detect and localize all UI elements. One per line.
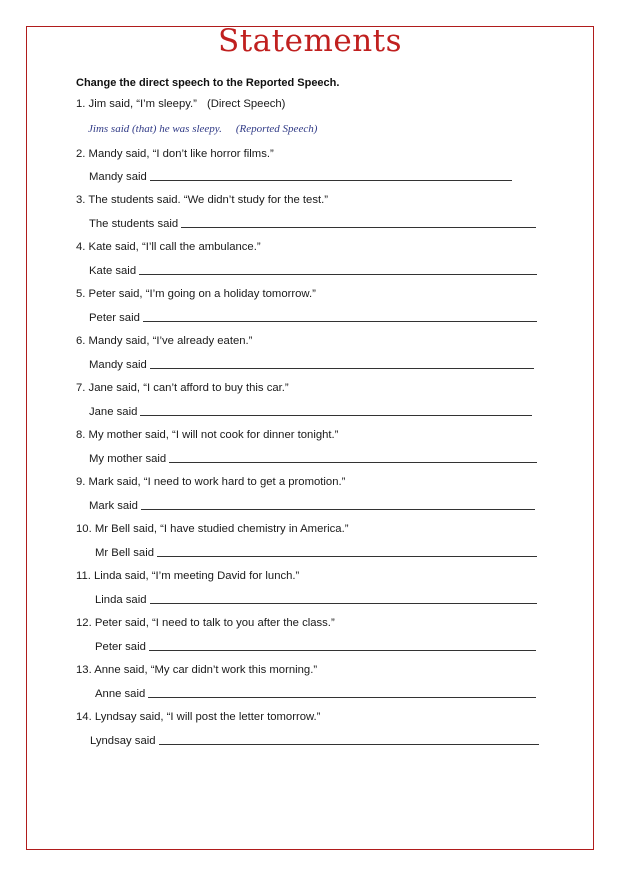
example-answer-note: (Reported Speech) [235, 123, 318, 135]
question-2: 2. Mandy said, “I don’t like horror films.” [76, 148, 274, 160]
example-answer [88, 123, 317, 135]
answer-row-13 [95, 688, 536, 700]
answer-prompt-14: Lyndsay said [90, 735, 156, 747]
answer-row-8 [89, 453, 537, 465]
answer-prompt-9: Mark said [89, 500, 138, 512]
example-question [76, 98, 285, 110]
answer-prompt-2: Mandy said [89, 171, 147, 183]
question-4: 4. Kate said, “I’ll call the ambulance.” [76, 241, 261, 253]
question-6: 6. Mandy said, “I’ve already eaten.” [76, 335, 253, 347]
example-question-text: 1. Jim said, “I’m sleepy.” [76, 98, 197, 110]
answer-line-10[interactable] [157, 555, 537, 557]
answer-row-2 [89, 171, 512, 183]
answer-row-14 [90, 735, 539, 747]
answer-line-12[interactable] [149, 649, 536, 651]
instruction: Change the direct speech to the Reported Speech. [76, 77, 340, 89]
answer-prompt-3: The students said [89, 218, 179, 230]
answer-prompt-11: Linda said [95, 594, 147, 606]
answer-prompt-10: Mr Bell said [95, 547, 155, 559]
question-8: 8. My mother said, “I will not cook for dinner tonight.” [76, 429, 339, 441]
answer-prompt-5: Peter said [89, 312, 140, 324]
answer-row-9 [89, 500, 535, 512]
question-9: 9. Mark said, “I need to work hard to get a promotion.” [76, 476, 346, 488]
answer-line-3[interactable] [181, 226, 536, 228]
answer-line-7[interactable] [140, 414, 532, 416]
question-7: 7. Jane said, “I can’t afford to buy this car.” [76, 382, 289, 394]
answer-line-13[interactable] [148, 696, 536, 698]
example-answer-text: Jims said (that) he was sleepy. [88, 123, 222, 135]
answer-row-6 [89, 359, 534, 371]
answer-prompt-13: Anne said [95, 688, 146, 700]
answer-prompt-8: My mother said [89, 453, 167, 465]
question-11: 11. Linda said, “I’m meeting David for lunch.” [76, 570, 300, 582]
answer-row-11 [95, 594, 537, 606]
answer-line-2[interactable] [150, 179, 512, 181]
page-title: Statements [217, 23, 403, 59]
question-13: 13. Anne said, “My car didn’t work this morning.” [76, 664, 318, 676]
answer-row-3 [89, 218, 536, 230]
question-5: 5. Peter said, “I’m going on a holiday tomorrow.” [76, 288, 316, 300]
answer-prompt-4: Kate said [89, 265, 137, 277]
answer-line-4[interactable] [139, 273, 537, 275]
answer-line-5[interactable] [143, 320, 537, 322]
answer-line-9[interactable] [141, 508, 535, 510]
example-question-note: (Direct Speech) [206, 98, 286, 110]
answer-row-10 [95, 547, 537, 559]
answer-prompt-7: Jane said [89, 406, 138, 418]
answer-prompt-6: Mandy said [89, 359, 147, 371]
answer-line-8[interactable] [169, 461, 537, 463]
answer-row-7 [89, 406, 532, 418]
answer-row-12 [95, 641, 536, 653]
answer-prompt-12: Peter said [95, 641, 146, 653]
question-3: 3. The students said. “We didn’t study for the test.” [76, 194, 329, 206]
question-12: 12. Peter said, “I need to talk to you after the class.” [76, 617, 335, 629]
answer-line-14[interactable] [159, 743, 539, 745]
answer-row-5 [89, 312, 537, 324]
answer-row-4 [89, 265, 537, 277]
answer-line-6[interactable] [150, 367, 534, 369]
question-14: 14. Lyndsay said, “I will post the letter tomorrow.” [76, 711, 321, 723]
answer-line-11[interactable] [150, 602, 537, 604]
question-10: 10. Mr Bell said, “I have studied chemistry in America.” [76, 523, 349, 535]
